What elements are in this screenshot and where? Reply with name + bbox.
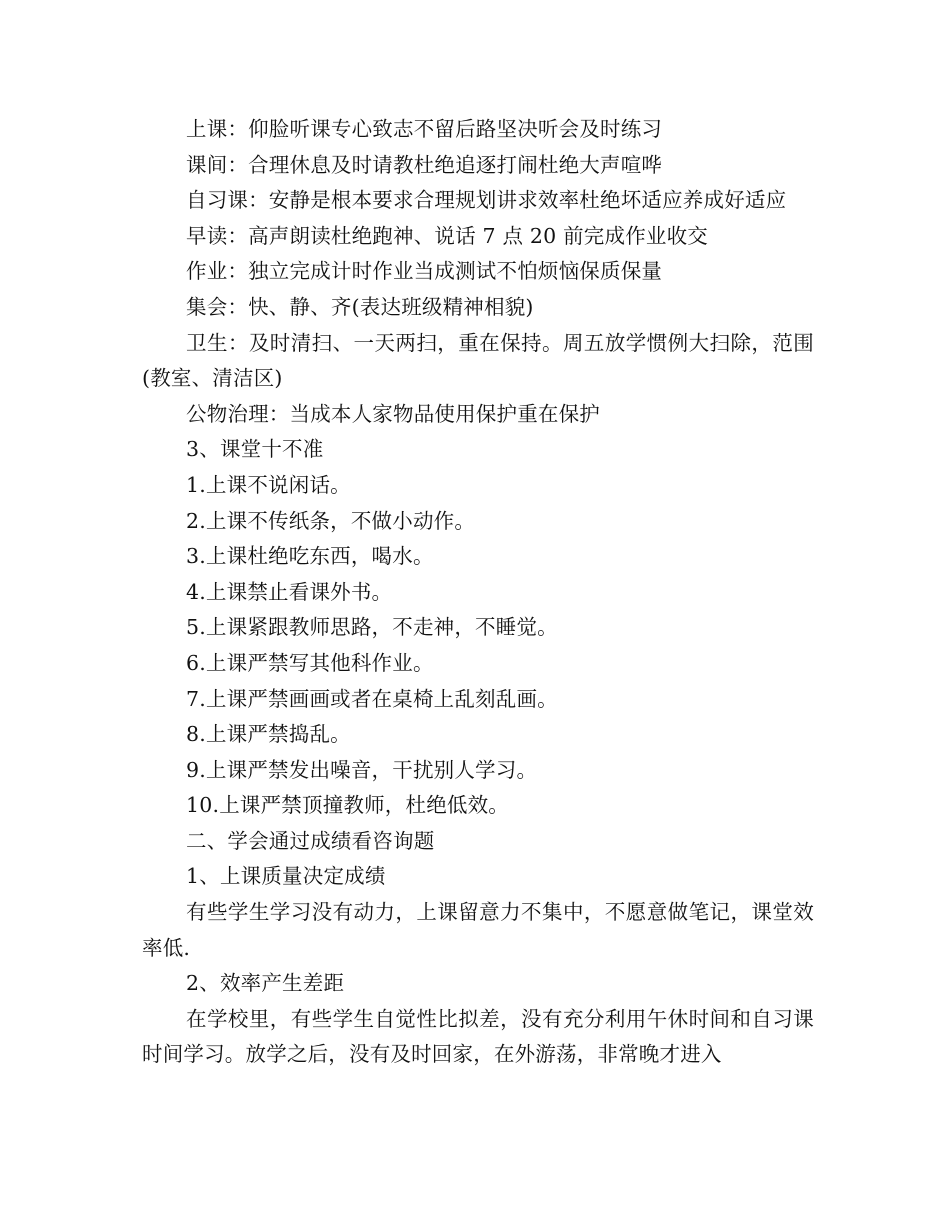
list-item-rule-3: 3.上课杜绝吃东西，喝水。: [186, 544, 434, 569]
list-item-rule-7: 7.上课严禁画画或者在桌椅上乱刻乱画。: [186, 686, 558, 711]
paragraph-homework-rule: 作业：独立完成计时作业当成测试不怕烦恼保质保量: [186, 259, 663, 284]
list-item-rule-10: 10.上课严禁顶撞教师，杜绝低效。: [186, 793, 510, 818]
paragraph-hygiene-rule: 卫生：及时清扫、一天两扫，重在保持。周五放学惯例大扫除，范围(教室、清洁区): [142, 330, 814, 391]
list-item-rule-5: 5.上课紧跟教师思路，不走神，不睡觉。: [186, 615, 558, 640]
list-item-rule-2: 2.上课不传纸条，不做小动作。: [186, 508, 476, 533]
list-item-rule-6: 6.上课严禁写其他科作业。: [186, 650, 434, 675]
paragraph-assembly-rule: 集会：快、静、齐(表达班级精神相貌): [186, 294, 534, 319]
paragraph-class-rule: 上课：仰脸听课专心致志不留后路坚决听会及时练习: [186, 117, 663, 141]
list-item-rule-4: 4.上课禁止看课外书。: [186, 579, 393, 604]
paragraph-low-motivation: 有些学生学习没有动力，上课留意力不集中，不愿意做笔记，课堂效率低.: [142, 900, 814, 960]
list-item-rule-1: 1.上课不说闲话。: [186, 472, 351, 497]
document-body: [142, 112, 814, 1073]
paragraph-break-rule: 课间：合理休息及时请教杜绝追逐打闹杜绝大声喧哗: [186, 152, 663, 177]
list-item-rule-9: 9.上课严禁发出噪音，干扰别人学习。: [186, 757, 538, 782]
section-heading-ten-rules: 3、课堂十不准: [186, 437, 324, 462]
paragraph-self-discipline: 在学校里，有些学生自觉性比拟差，没有充分利用午休时间和自习课时间学习。放学之后，没有及时回家，在外游荡，非常晚才进入: [142, 1006, 814, 1067]
list-item-rule-8: 8.上课严禁捣乱。: [186, 722, 351, 747]
paragraph-public-property-rule: 公物治理：当成本人家物品使用保护重在保护: [186, 401, 600, 426]
subheading-efficiency-gap: 2、效率产生差距: [186, 971, 345, 996]
subheading-class-quality: 1、上课质量决定成绩: [186, 864, 386, 889]
section-heading-two: 二、学会通过成绩看咨询题: [186, 828, 435, 853]
paragraph-morning-reading-rule: 早读：高声朗读杜绝跑神、说话 7 点 20 前完成作业收交: [186, 223, 708, 248]
paragraph-self-study-rule: 自习课：安静是根本要求合理规划讲求效率杜绝坏适应养成好适应: [186, 188, 787, 213]
